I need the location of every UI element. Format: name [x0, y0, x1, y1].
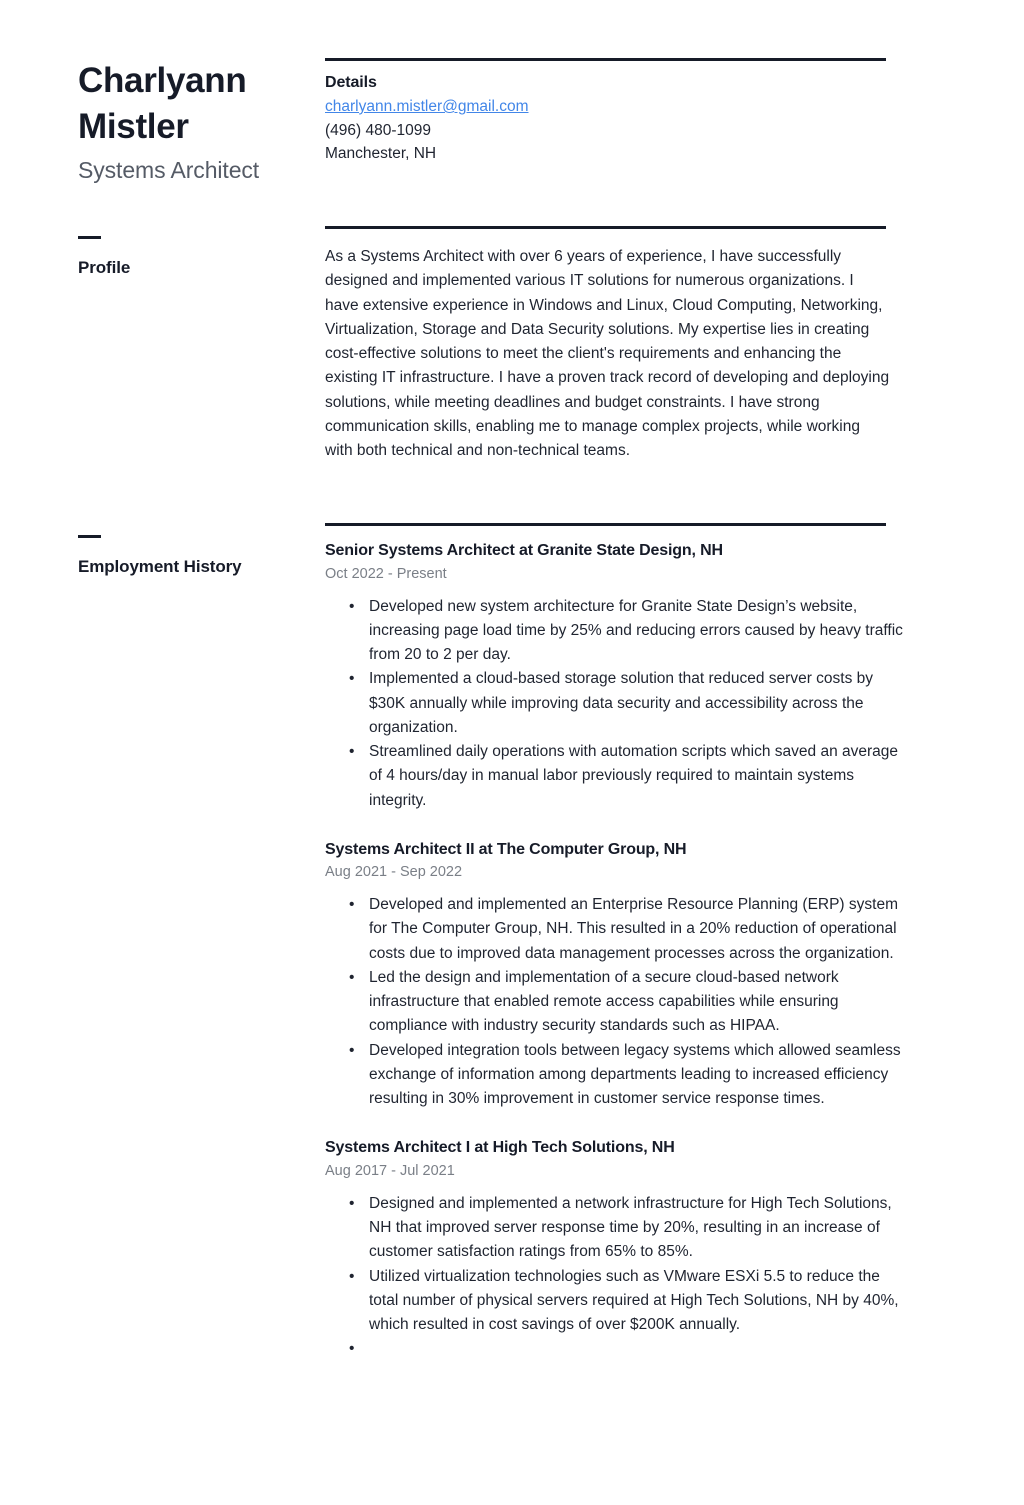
details-heading: Details: [325, 74, 377, 91]
list-item: • Led the design and implementation of a secure cloud-based network infrastructure that enabled remote access capabilities while ensuring compliance with industry security standards such as HIPAA.: [358, 966, 903, 1039]
profile-text: As a Systems Architect with over 6 years of experience, I have successfully designed and implemented various IT solutions for numerous organizations. I have extensive experience in Windows and Linux, Cloud Computing, Networking, Virtualization, Storage and Data Security solutions. My expertise lies in creating cost-effective solutions to meet the client's requirements and enhancing the existing IT infrastructure. I have a proven track record of developing and deploying solutions, while meeting deadlines and budget constraints. I have strong communication skills, enabling me to manage complex projects, while working with both technical and non-technical teams.: [325, 248, 890, 460]
page-title: Charlyann Mistler: [78, 61, 247, 146]
list-item: • Implemented a cloud-based storage solution that reduced server costs by $30K annually while improving data security and accessibility across the organization.: [358, 667, 903, 740]
profile-label-column: [0, 226, 325, 278]
employment-content-column: [325, 523, 1024, 1347]
details-email-row: [325, 95, 964, 119]
employment-jobs-list: [325, 526, 964, 1347]
employment-section: [0, 523, 1024, 1347]
employment-entry: [325, 813, 964, 1112]
employment-entry-dates: Aug 2017 - Jul 2021: [325, 1163, 455, 1180]
employment-entry-bullets: [325, 893, 964, 1111]
email-link[interactable]: charlyann.mistler@gmail.com: [325, 98, 529, 115]
employment-entry-dates: Aug 2021 - Sep 2022: [325, 864, 463, 881]
profile-section: [0, 226, 1024, 463]
list-item: • Developed integration tools between legacy systems which allowed seamless exchange of information among departments leading to increased efficiency resulting in 30% improvement in customer service response times.: [358, 1039, 903, 1112]
employment-entry: [325, 1111, 964, 1347]
details-column: [325, 58, 1024, 166]
list-item: • Designed and implemented a network infrastructure for High Tech Solutions, NH that improved server response time by 20%, resulting in an increase of customer satisfaction ratings from 65% to 85%.: [358, 1192, 903, 1265]
details-phone: (496) 480-1099: [325, 121, 431, 139]
employment-label-column: [0, 523, 325, 577]
employment-entry-dates: Oct 2022 - Present: [325, 565, 447, 582]
list-item: • Utilized virtualization technologies such as VMware ESXi 5.5 to reduce the total number of physical servers required at High Tech Solutions, NH by 40%, which resulted in cost savings of over $200K annually.: [358, 1265, 903, 1338]
list-item: • Developed and implemented an Enterprise Resource Planning (ERP) system for The Computer Group, NH. This resulted in a 20% reduction of operational costs due to improved data management processes across the organization.: [358, 893, 903, 966]
job-title-subtitle: Systems Architect: [78, 157, 260, 183]
employment-entry-title: Systems Architect I at High Tech Solutions, NH: [325, 1139, 675, 1157]
employment-entry-bullets: [325, 595, 964, 813]
list-item: [358, 1337, 903, 1347]
list-item: • Developed new system architecture for Granite State Design’s website, increasing page load time by 25% and reducing errors caused by heavy traffic from 20 to 2 per day.: [358, 595, 903, 668]
header-section: [0, 58, 1024, 186]
employment-entry-bullets: [325, 1192, 964, 1348]
employment-entry-title: Systems Architect II at The Computer Group, NH: [325, 840, 687, 858]
section-dash-icon: [78, 236, 101, 239]
details-location: Manchester, NH: [325, 145, 437, 163]
employment-entry: [325, 526, 964, 813]
section-label-employment: Employment History: [78, 557, 242, 577]
section-dash-icon: [78, 535, 101, 538]
employment-entry-title: Senior Systems Architect at Granite State Design, NH: [325, 542, 723, 560]
header-identity-column: [0, 58, 325, 186]
section-label-profile: Profile: [78, 258, 131, 278]
details-block: [325, 61, 964, 166]
profile-content-column: [325, 226, 1024, 463]
list-item: • Streamlined daily operations with automation scripts which saved an average of 4 hours/day in manual labor previously required to maintain systems integrity.: [358, 740, 903, 813]
resume-page: [0, 58, 1024, 1505]
